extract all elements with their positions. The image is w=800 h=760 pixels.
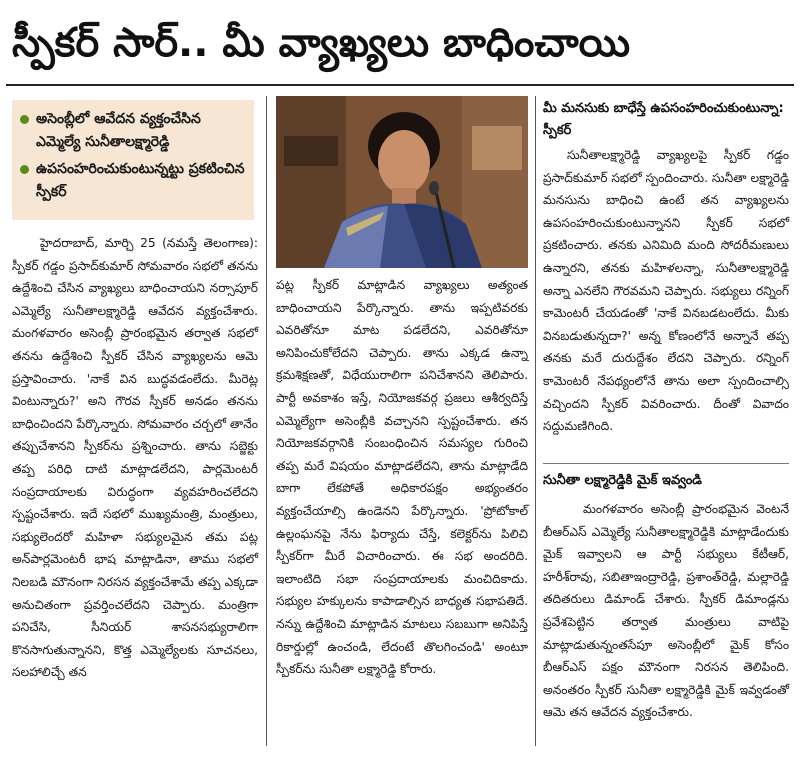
highlight-item bbox=[20, 108, 246, 154]
highlight-text: అసెంబ్లీలో ఆవేదన వ్యక్తంచేసిన ఎమ్మెల్యే సునీతాలక్ష్మారెడ్డి bbox=[36, 111, 201, 150]
highlight-item bbox=[20, 158, 246, 204]
article-column-3-para-1: సునీతాలక్ష్మారెడ్డి వ్యాఖ్యలపై స్పీకర్ గడ్డం ప్రసాద్‌కుమార్ సభలో స్పందించారు. సునీతా లక్ష్మారెడ్డి మనసును బాధించి ఉంటే తన వ్యాఖ్యలను ఉపసంహరించుకుంటున్నానని స్పీకర్ సభలో ప్రకటించారు. తనకు ఎనిమిది మంది సోదరీమణులు ఉన్నారని, తనకు మహిళలన్నా, సునీతాలక్ష్మారెడ్డి అన్నా ఎనలేని గౌరవమని చెప్పారు. సభ్యులు రన్నింగ్ కామెంటరీ చేయడంతో 'నాకే వినబడటంలేదు. మీకు వినబడుతున్నదా?' అన్న కోణంలోనే అన్నానే తప్ప తనకు మరే దురుద్దేశం లేదని చెప్పారు. రన్నింగ్ కామెంటరీ నేపథ్యంలోనే తాను అలా స్పందించాల్సి వచ్చిందని స్పీకర్ వివరించారు. దీంతో వివాదం సద్దుమణిగింది. bbox=[543, 148, 789, 434]
column3-heading: మీ మనసుకు బాధేస్తే ఉపసంహరించుకుంటున్నా: స్పీకర్ bbox=[543, 101, 784, 138]
article-headline: స్పీకర్ సార్.. మీ వ్యాఖ్యలు బాధించాయి bbox=[12, 20, 631, 66]
article-column-3-para-2: మంగళవారం అసెంబ్లీ ప్రారంభమైన వెంటనే బీఆర్‌ఎస్ ఎమ్మెల్యే సునీతాలక్ష్మారెడ్డికి మాట్లాడేందుకు మైక్ ఇవ్వాలని ఆ పార్టీ సభ్యులు కేటీఆర్, హరీశ్‌రావు, సబితాఇంద్రారెడ్డి, ప్రశాంత్‌రెడ్డి, మల్లారెడ్డి తదితరులు డిమాండ్ చేశారు. స్పీకర్ డిమాండ్లను ప్రవేశపెట్టిన తర్వాత మంత్రులు వాటిపై మాట్లాడుతున్నంతసేపూ అసెంబ్లీలో మైక్ కోసం బీఆర్‌ఎస్ పక్షం మౌనంగా నిరసన తెలిపింది. అనంతరం స్పీకర్ సునీతా లక్ష్మారెడ్డికి మైక్ ఇవ్వడంతో ఆమె తన ఆవేదన వ్యక్తంచేశారు. bbox=[543, 502, 789, 720]
headline-rule bbox=[6, 84, 794, 86]
bullet-icon bbox=[20, 165, 29, 174]
bullet-icon bbox=[20, 115, 29, 124]
highlight-text: ఉపసంహరించుకుంటున్నట్టు ప్రకటించిన స్పీకర్ bbox=[36, 161, 245, 200]
column3-subheading: సునీతా లక్ష్మారెడ్డికి మైక్ ఇవ్వండి bbox=[543, 473, 702, 488]
column-divider bbox=[535, 96, 536, 746]
article-column-1: హైదరాబాద్, మార్చి 25 (నమస్తే తెలంగాణ): స్పీకర్ గడ్డం ప్రసాద్‌కుమార్ సోమవారం సభలో తనను ఉద్దేశించి చేసిన వ్యాఖ్యలు బాధించాయని నర్సాపూర్ ఎమ్మెల్యే సునీతాలక్ష్మారెడ్డి ఆవేదన వ్యక్తంచేశారు. మంగళవారం అసెంబ్లీ ప్రారంభమైన తర్వాత సభలో తనను ఉద్దేశించి స్పీకర్ చేసిన వ్యాఖ్యలను ఆమె ప్రస్తావించారు. 'నాకే విన బుద్ధవడంలేదు. మీరెట్ల వింటున్నారు?' అని గౌరవ స్పీకర్ అనడం తనను బాధించిందని పేర్కొన్నారు. సోమవారం చర్చలో తానేం తప్పుచేశానని స్పీకర్‌ను ప్రశ్నించారు. తాను సబ్జెక్టు తప్ప పరిధి దాటి మాట్లాడలేదని, పార్లమెంటరీ సంప్రదాయాలకు విరుద్ధంగా వ్యవహరించలేదని స్పష్టంచేశారు. ఇదే సభలో ముఖ్యమంత్రి, మంత్రులు, సభ్యులెందరో మహిళా సభ్యులమైన తమ పట్ల అన్‌పార్లమెంటరీ భాష మాట్లాడినా, తాము సభలో నిలబడి మౌనంగా నిరసన వ్యక్తంచేశామే తప్ప ఎక్కడా అనుచితంగా ప్రవర్తించలేదని చెప్పారు. మంత్రిగా పనిచేసి, సీనియర్ శాసనసభ్యురాలిగా కొనసాగుతున్నానని, కొత్త ఎమ్మెల్యేలకు సూచనలు, సలహాలిచ్చే తన bbox=[12, 236, 258, 680]
column-divider bbox=[266, 96, 267, 746]
article-photo bbox=[276, 96, 528, 268]
article-column-2: పట్ల స్పీకర్ మాట్లాడిన వ్యాఖ్యలు అత్యంత బాధించాయని పేర్కొన్నారు. తాను ఇప్పటివరకు ఎవరితోనూ మాట పడలేదని, ఎవరితోనూ అనిపించుకోలేదని చెప్పారు. తాను ఎక్కడ ఉన్నా క్రమశిక్షణతో, విధేయురాలిగా పనిచేశానని తెలిపారు. పార్టీ అవకాశం ఇస్తే, నియోజకవర్గ ప్రజలు ఆశీర్వదిస్తే ఎమ్మెల్యేగా అసెంబ్లీకి వచ్చానని స్పష్టంచేశారు. తన నియోజకవర్గానికి సంబంధించిన సమస్యల గురించి తప్ప మరే విషయం మాట్లాడలేదని, తాను మాట్లాడేది బాగా లేకపోతే అధికారపక్షం అభ్యంతరం వ్యక్తంచేయాల్సి ఉండెనని పేర్కొన్నారు. 'ప్రోటోకాల్ ఉల్లంఘనపై నేను ఫిర్యాదు చేస్తే, కలెక్టర్‌ను పిలిచి స్పీకర్‌గా మీరే విచారించారు. ఈ సభ అందరిది. ఇలాంటిది సభా సంప్రదాయాలకు మంచిదికాదు. సభ్యుల హక్కులను కాపాడాల్సిన బాధ్యత సభాపతిదే. నన్ను ఉద్దేశించి మాట్లాడిన మాటలు సబబుగా అనిపిస్తే రికార్డుల్లో ఉంచండి, లేదంటే తొలగించండి' అంటూ స్పీకర్‌ను సునీతా లక్ష్మారెడ్డి కోరారు. bbox=[276, 278, 528, 677]
highlights-box bbox=[12, 100, 254, 220]
subsection-rule bbox=[543, 463, 789, 464]
